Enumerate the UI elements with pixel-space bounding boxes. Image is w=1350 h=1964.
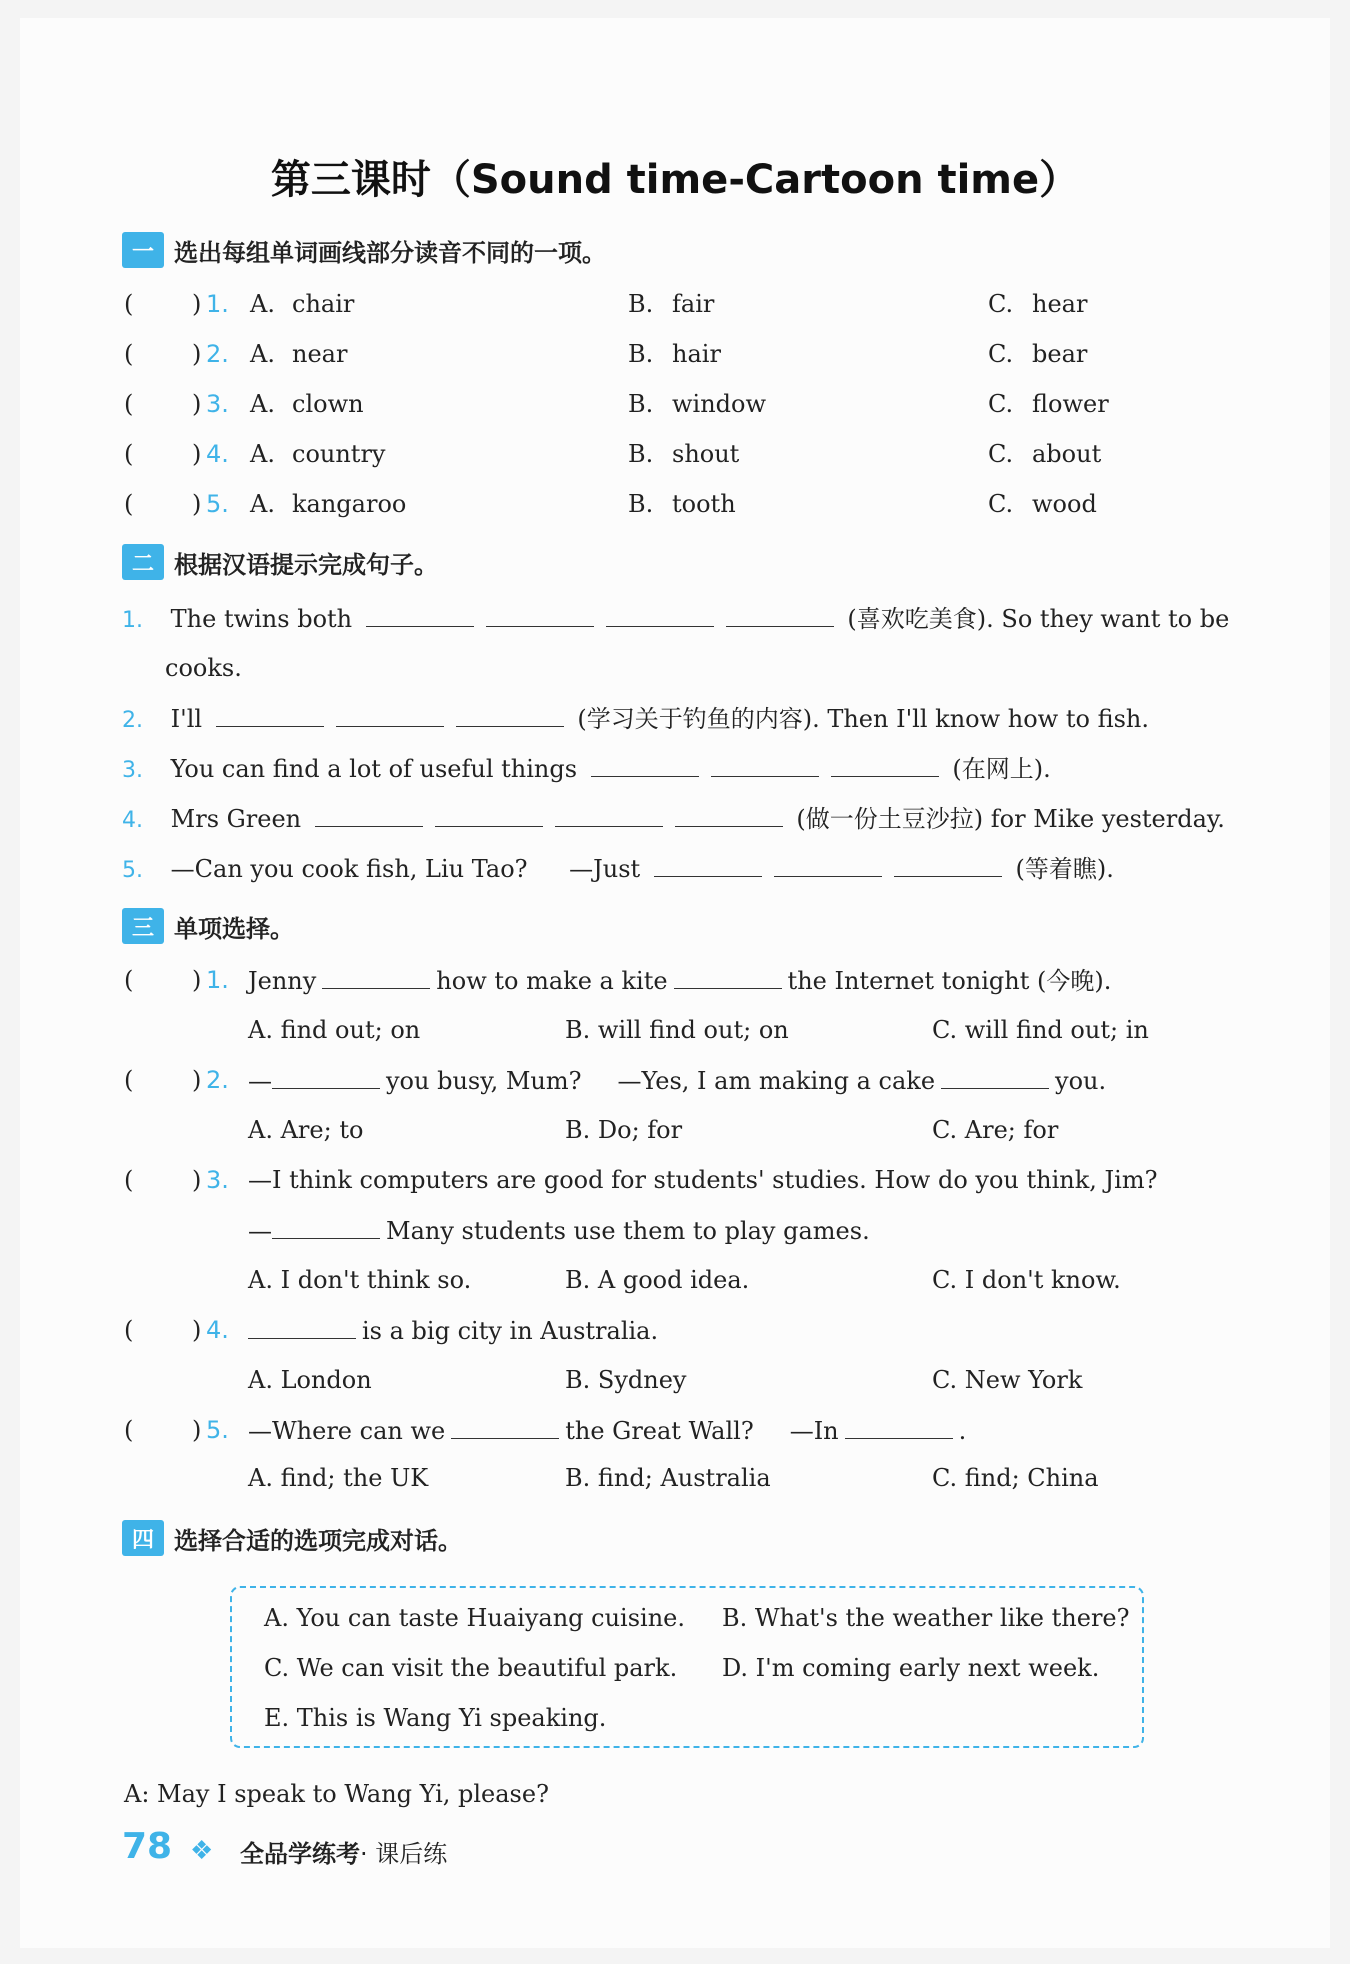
option-b-word[interactable]: hair — [672, 340, 721, 368]
answer-blank[interactable] — [831, 748, 939, 777]
answer-paren-open: ( — [124, 1166, 134, 1194]
answer-paren-close: ) — [192, 340, 202, 368]
option-a-word[interactable]: chair — [292, 290, 355, 318]
question-hint: (在网上). — [952, 755, 1051, 783]
dialog-option-c[interactable]: C. We can visit the beautiful park. — [264, 1654, 678, 1682]
answer-blank[interactable] — [711, 748, 819, 777]
question-number: 4. — [206, 1316, 229, 1344]
fill-question-1-cont — [165, 648, 242, 688]
section-title: 单项选择。 — [174, 914, 294, 943]
answer-blank[interactable] — [336, 698, 444, 727]
book-sub: · 课后练 — [360, 1840, 448, 1868]
section-3-header — [122, 906, 294, 946]
option-b-word[interactable]: tooth — [672, 490, 736, 518]
option-c[interactable]: C. I don't know. — [932, 1266, 1121, 1294]
answer-blank[interactable] — [845, 1410, 953, 1439]
option-c-letter: C. — [988, 290, 1014, 318]
question-text: you. — [1055, 1067, 1107, 1095]
section-badge: 四 — [122, 1520, 164, 1556]
section-1-header — [122, 230, 606, 270]
option-c-letter: C. — [988, 440, 1014, 468]
question-number: 3. — [122, 758, 143, 783]
dialog-option-b[interactable]: B. What's the weather like there? — [722, 1604, 1130, 1632]
option-a-word[interactable]: clown — [292, 390, 364, 418]
fill-question-4 — [122, 798, 1225, 838]
question-text: I'll — [170, 705, 203, 733]
book-title — [240, 1834, 447, 1869]
question-text: Jenny — [248, 967, 317, 995]
option-b-word[interactable]: fair — [672, 290, 715, 318]
answer-paren-open: ( — [124, 1316, 134, 1344]
section-title: 根据汉语提示完成句子。 — [174, 550, 438, 579]
question-text: — — [248, 1217, 272, 1245]
option-b[interactable]: B. will find out; on — [565, 1016, 789, 1044]
question-hint: (等着瞧). — [1015, 855, 1114, 883]
answer-paren-close: ) — [192, 966, 202, 994]
section-title: 选择合适的选项完成对话。 — [174, 1526, 462, 1555]
question-text: the Great Wall? — [565, 1417, 754, 1445]
question-number: 4. — [122, 808, 143, 833]
question-number: 3. — [206, 390, 229, 418]
question-number: 5. — [206, 490, 229, 518]
dialog-line-a: A: May I speak to Wang Yi, please? — [124, 1780, 549, 1808]
fill-question-2 — [122, 698, 1149, 738]
question-text: —Yes, I am making a cake — [617, 1067, 936, 1095]
option-c-word[interactable]: hear — [1032, 290, 1088, 318]
option-c-word[interactable]: about — [1032, 440, 1102, 468]
option-b-letter: B. — [628, 440, 654, 468]
option-b-letter: B. — [628, 490, 654, 518]
answer-blank[interactable] — [894, 848, 1002, 877]
question-number: 1. — [206, 290, 229, 318]
answer-paren-open: ( — [124, 390, 134, 418]
answer-blank[interactable] — [654, 848, 762, 877]
question-number: 5. — [206, 1416, 229, 1444]
fill-question-1 — [122, 598, 1229, 638]
option-b-letter: B. — [628, 290, 654, 318]
section-badge: 三 — [122, 908, 164, 944]
question-text: you busy, Mum? — [386, 1067, 582, 1095]
option-c[interactable]: C. find; China — [932, 1464, 1099, 1492]
answer-blank[interactable] — [606, 598, 714, 627]
answer-paren-close: ) — [192, 290, 202, 318]
option-c[interactable]: C. will find out; in — [932, 1016, 1149, 1044]
answer-paren-close: ) — [192, 490, 202, 518]
answer-paren-close: ) — [192, 390, 202, 418]
option-b[interactable]: B. find; Australia — [565, 1464, 771, 1492]
question-text: Mrs Green — [170, 805, 302, 833]
choice-question-3-line2 — [248, 1210, 870, 1250]
answer-blank[interactable] — [216, 698, 324, 727]
answer-blank[interactable] — [555, 798, 663, 827]
answer-paren-close: ) — [192, 440, 202, 468]
answer-paren-open: ( — [124, 1066, 134, 1094]
question-text: how to make a kite — [436, 967, 668, 995]
question-text: Many students use them to play games. — [386, 1217, 870, 1245]
fill-question-3 — [122, 748, 1051, 788]
question-number: 4. — [206, 440, 229, 468]
option-b-word[interactable]: window — [672, 390, 767, 418]
answer-blank[interactable] — [366, 598, 474, 627]
question-hint: (做一份土豆沙拉) for Mike yesterday. — [796, 805, 1225, 833]
answer-blank[interactable] — [451, 1410, 559, 1439]
choice-question-5 — [248, 1410, 966, 1450]
question-text: —Where can we — [248, 1417, 446, 1445]
answer-blank[interactable] — [726, 598, 834, 627]
answer-paren-close: ) — [192, 1316, 202, 1344]
option-a-letter: A. — [250, 440, 275, 468]
question-text: —Can you cook fish, Liu Tao? — [170, 855, 528, 883]
option-b-letter: B. — [628, 390, 654, 418]
option-a-letter: A. — [250, 340, 275, 368]
option-c-letter: C. — [988, 490, 1014, 518]
choice-question-2 — [248, 1060, 1106, 1100]
answer-blank[interactable] — [435, 798, 543, 827]
question-text: — — [248, 1067, 272, 1095]
answer-blank[interactable] — [272, 1210, 380, 1239]
question-number: 1. — [122, 608, 143, 633]
option-a[interactable]: A. find out; on — [248, 1016, 421, 1044]
option-b-word[interactable]: shout — [672, 440, 740, 468]
question-number: 2. — [206, 1066, 229, 1094]
question-number: 1. — [206, 966, 229, 994]
option-b-letter: B. — [628, 340, 654, 368]
section-4-header — [122, 1518, 462, 1558]
answer-blank[interactable] — [774, 848, 882, 877]
answer-paren-open: ( — [124, 490, 134, 518]
answer-paren-open: ( — [124, 966, 134, 994]
choice-question-4 — [248, 1310, 658, 1350]
dialog-option-a[interactable]: A. You can taste Huaiyang cuisine. — [264, 1604, 686, 1632]
question-text: You can find a lot of useful things — [170, 755, 578, 783]
option-c-letter: C. — [988, 390, 1014, 418]
option-c-word[interactable]: flower — [1032, 390, 1109, 418]
section-badge: 二 — [122, 544, 164, 580]
section-badge: 一 — [122, 232, 164, 268]
option-a-word[interactable]: near — [292, 340, 348, 368]
question-text: —Just — [569, 855, 641, 883]
answer-blank[interactable] — [315, 798, 423, 827]
answer-blank[interactable] — [322, 960, 430, 989]
fill-question-5 — [122, 848, 1114, 888]
question-text: cooks. — [165, 654, 242, 682]
question-number: 5. — [122, 858, 143, 883]
answer-paren-close: ) — [192, 1066, 202, 1094]
option-c-word[interactable]: wood — [1032, 490, 1097, 518]
section-title: 选出每组单词画线部分读音不同的一项。 — [174, 238, 606, 267]
answer-blank[interactable] — [675, 798, 783, 827]
question-number: 2. — [122, 708, 143, 733]
answer-blank[interactable] — [941, 1060, 1049, 1089]
option-c-letter: C. — [988, 340, 1014, 368]
option-a-word[interactable]: kangaroo — [292, 490, 407, 518]
option-a[interactable]: A. I don't think so. — [248, 1266, 472, 1294]
option-b[interactable]: B. Sydney — [565, 1366, 687, 1394]
question-number: 3. — [206, 1166, 229, 1194]
option-c[interactable]: C. Are; for — [932, 1116, 1059, 1144]
question-number: 2. — [206, 340, 229, 368]
answer-paren-open: ( — [124, 1416, 134, 1444]
option-c[interactable]: C. New York — [932, 1366, 1083, 1394]
answer-paren-close: ) — [192, 1166, 202, 1194]
option-a[interactable]: A. London — [248, 1366, 372, 1394]
option-b[interactable]: B. Do; for — [565, 1116, 683, 1144]
page-title: 第三课时（Sound time-Cartoon time） — [270, 157, 1080, 203]
question-text: is a big city in Australia. — [362, 1317, 659, 1345]
answer-paren-close: ) — [192, 1416, 202, 1444]
book-name: 全品学练考 — [240, 1840, 360, 1868]
option-a-letter: A. — [250, 490, 275, 518]
diamond-icon: ❖ — [190, 1836, 214, 1866]
option-a[interactable]: A. find; the UK — [248, 1464, 429, 1492]
question-text: the Internet tonight (今晚). — [787, 967, 1112, 995]
answer-blank[interactable] — [248, 1310, 356, 1339]
dialog-option-d[interactable]: D. I'm coming early next week. — [722, 1654, 1100, 1682]
option-a[interactable]: A. Are; to — [248, 1116, 364, 1144]
section-2-header — [122, 542, 438, 582]
answer-blank[interactable] — [486, 598, 594, 627]
answer-paren-open: ( — [124, 340, 134, 368]
option-a-letter: A. — [250, 290, 275, 318]
question-text: —I think computers are good for students' studies. How do you think, Jim? — [248, 1166, 1158, 1194]
question-text: . — [958, 1417, 967, 1445]
option-c-word[interactable]: bear — [1032, 340, 1088, 368]
answer-paren-open: ( — [124, 290, 134, 318]
choice-question-1 — [248, 960, 1111, 1000]
option-a-letter: A. — [250, 390, 275, 418]
answer-paren-open: ( — [124, 440, 134, 468]
answer-blank[interactable] — [272, 1060, 380, 1089]
dialog-option-e[interactable]: E. This is Wang Yi speaking. — [264, 1704, 607, 1732]
question-hint: (喜欢吃美食). So they want to be — [847, 605, 1230, 633]
page-number: 78 — [122, 1826, 173, 1867]
option-b[interactable]: B. A good idea. — [565, 1266, 750, 1294]
answer-blank[interactable] — [591, 748, 699, 777]
answer-blank[interactable] — [674, 960, 782, 989]
option-a-word[interactable]: country — [292, 440, 386, 468]
question-text: —In — [789, 1417, 839, 1445]
question-text: The twins both — [170, 605, 353, 633]
answer-blank[interactable] — [456, 698, 564, 727]
question-hint: (学习关于钓鱼的内容). Then I'll know how to fish. — [577, 705, 1149, 733]
